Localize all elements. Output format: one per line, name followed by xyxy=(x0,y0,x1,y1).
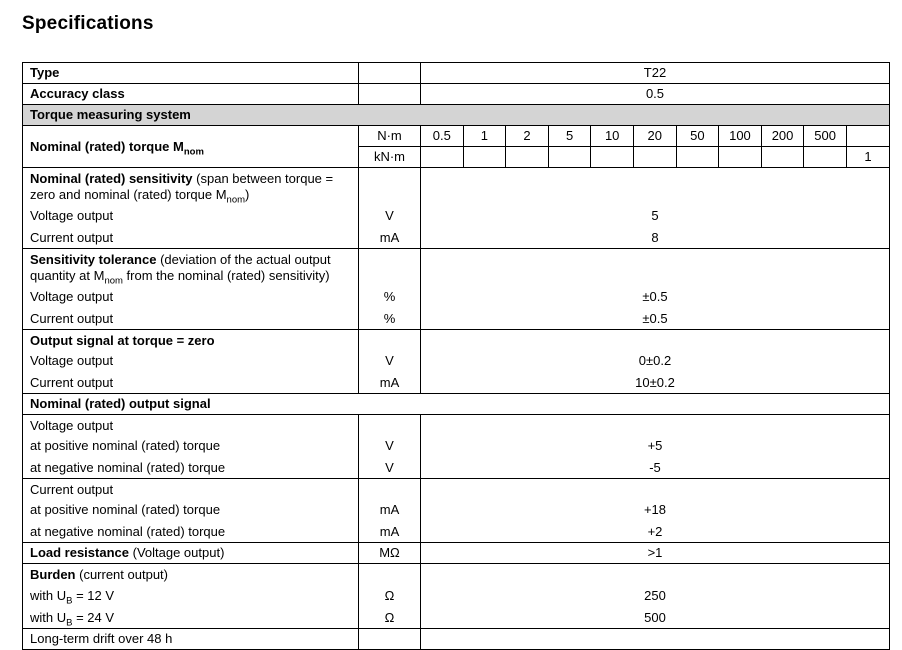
unit-cell: mA xyxy=(359,500,421,521)
row-type xyxy=(23,63,890,84)
value-cell: 8 xyxy=(421,227,890,249)
row-zero-current xyxy=(23,372,890,394)
value-cell: 10±0.2 xyxy=(421,372,890,394)
unit-cell: kN·m xyxy=(359,147,421,168)
row-burden-24v xyxy=(23,607,890,629)
row-label: Accuracy class xyxy=(23,84,359,105)
torque-value xyxy=(633,147,676,168)
value-cell xyxy=(421,415,890,436)
row-label: Voltage output xyxy=(23,351,359,372)
torque-value: 500 xyxy=(804,126,847,147)
row-label: Nominal (rated) torque $M_{nom}$ xyxy=(23,126,359,168)
value-cell: 5 xyxy=(421,206,890,227)
torque-value: 10 xyxy=(591,126,634,147)
row-label: Sensitivity tolerance (deviation of the actual output quantity at $M_{nom}$ from the nominal (rated) sensitivity) xyxy=(23,249,359,287)
value-cell: +5 xyxy=(421,436,890,457)
value-cell: +18 xyxy=(421,500,890,521)
row-label: Current output xyxy=(23,227,359,249)
value-cell xyxy=(421,249,890,287)
row-accuracy-class xyxy=(23,84,890,105)
row-current-positive xyxy=(23,500,890,521)
torque-value: 100 xyxy=(719,126,762,147)
value-cell: 250 xyxy=(421,585,890,607)
unit-cell xyxy=(359,330,421,351)
row-label: at positive nominal (rated) torque xyxy=(23,436,359,457)
torque-value xyxy=(761,147,804,168)
unit-cell xyxy=(359,63,421,84)
row-label: Output signal at torque = zero xyxy=(23,330,359,351)
value-cell xyxy=(421,330,890,351)
row-sensitivity-voltage xyxy=(23,206,890,227)
row-label: Voltage output xyxy=(23,287,359,308)
row-label: Current output xyxy=(23,372,359,394)
torque-value: 1 xyxy=(846,147,889,168)
row-label: at negative nominal (rated) torque xyxy=(23,457,359,479)
torque-value xyxy=(846,126,889,147)
row-label: Voltage output xyxy=(23,206,359,227)
unit-cell: V xyxy=(359,351,421,372)
row-torque-measuring-system-band xyxy=(23,105,890,126)
row-label: with $U_B = 12$ V xyxy=(23,585,359,607)
row-burden-12v xyxy=(23,585,890,607)
row-tolerance-voltage xyxy=(23,287,890,308)
row-label: Nominal (rated) sensitivity (span between torque = zero and nominal (rated) torque $M_{nom}$) xyxy=(23,168,359,206)
row-current-output-group xyxy=(23,479,890,500)
unit-cell: N·m xyxy=(359,126,421,147)
row-tolerance-current xyxy=(23,308,890,330)
unit-cell: % xyxy=(359,308,421,330)
row-burden-header xyxy=(23,564,890,585)
unit-cell: V xyxy=(359,457,421,479)
value-cell: T22 xyxy=(421,63,890,84)
value-cell: 0.5 xyxy=(421,84,890,105)
row-label: Load resistance (Voltage output) xyxy=(23,543,359,564)
unit-cell: mA xyxy=(359,521,421,543)
unit-cell: mA xyxy=(359,372,421,394)
row-label: at negative nominal (rated) torque xyxy=(23,521,359,543)
torque-value: 1 xyxy=(463,126,506,147)
row-sensitivity-tolerance-header xyxy=(23,249,890,287)
unit-cell: MΩ xyxy=(359,543,421,564)
value-cell xyxy=(421,629,890,650)
row-label: Long-term drift over 48 h xyxy=(23,629,359,650)
torque-value: 20 xyxy=(633,126,676,147)
section-header: Nominal (rated) output signal xyxy=(23,394,890,415)
unit-cell: V xyxy=(359,206,421,227)
unit-cell: Ω xyxy=(359,585,421,607)
row-voltage-output-group xyxy=(23,415,890,436)
unit-cell xyxy=(359,564,421,585)
unit-cell: V xyxy=(359,436,421,457)
value-cell: 0±0.2 xyxy=(421,351,890,372)
page-title: Specifications xyxy=(22,13,154,34)
spec-table xyxy=(22,62,890,650)
torque-value xyxy=(719,147,762,168)
value-cell xyxy=(421,168,890,206)
torque-value: 0.5 xyxy=(421,126,464,147)
row-label: Voltage output xyxy=(23,415,359,436)
unit-cell xyxy=(359,415,421,436)
unit-cell xyxy=(359,84,421,105)
unit-cell xyxy=(359,249,421,287)
section-band: Torque measuring system xyxy=(23,105,890,126)
unit-cell: Ω xyxy=(359,607,421,629)
row-label: Current output xyxy=(23,308,359,330)
value-cell xyxy=(421,479,890,500)
torque-value: 5 xyxy=(548,126,591,147)
row-voltage-positive xyxy=(23,436,890,457)
unit-cell: mA xyxy=(359,227,421,249)
unit-cell: % xyxy=(359,287,421,308)
torque-value: 2 xyxy=(506,126,549,147)
row-label: Burden (current output) xyxy=(23,564,359,585)
torque-value xyxy=(463,147,506,168)
value-cell xyxy=(421,564,890,585)
row-nominal-torque-nm xyxy=(23,126,890,147)
value-cell: ±0.5 xyxy=(421,287,890,308)
torque-value xyxy=(591,147,634,168)
row-zero-voltage xyxy=(23,351,890,372)
row-voltage-negative xyxy=(23,457,890,479)
row-nominal-output-signal-header xyxy=(23,394,890,415)
row-zero-signal-header xyxy=(23,330,890,351)
torque-value: 50 xyxy=(676,126,719,147)
torque-value xyxy=(421,147,464,168)
row-label: with $U_B = 24$ V xyxy=(23,607,359,629)
row-sensitivity-current xyxy=(23,227,890,249)
row-current-negative xyxy=(23,521,890,543)
row-label: at positive nominal (rated) torque xyxy=(23,500,359,521)
spec-table-body xyxy=(23,63,890,650)
value-cell: ±0.5 xyxy=(421,308,890,330)
torque-value xyxy=(804,147,847,168)
torque-value xyxy=(676,147,719,168)
unit-cell xyxy=(359,168,421,206)
value-cell: +2 xyxy=(421,521,890,543)
torque-value xyxy=(548,147,591,168)
row-label: Current output xyxy=(23,479,359,500)
row-load-resistance xyxy=(23,543,890,564)
value-cell: >1 xyxy=(421,543,890,564)
row-clipped-partial xyxy=(23,629,890,650)
unit-cell xyxy=(359,629,421,650)
value-cell: 500 xyxy=(421,607,890,629)
row-sensitivity-header xyxy=(23,168,890,206)
torque-value: 200 xyxy=(761,126,804,147)
torque-value xyxy=(506,147,549,168)
unit-cell xyxy=(359,479,421,500)
row-label: Type xyxy=(23,63,359,84)
value-cell: -5 xyxy=(421,457,890,479)
